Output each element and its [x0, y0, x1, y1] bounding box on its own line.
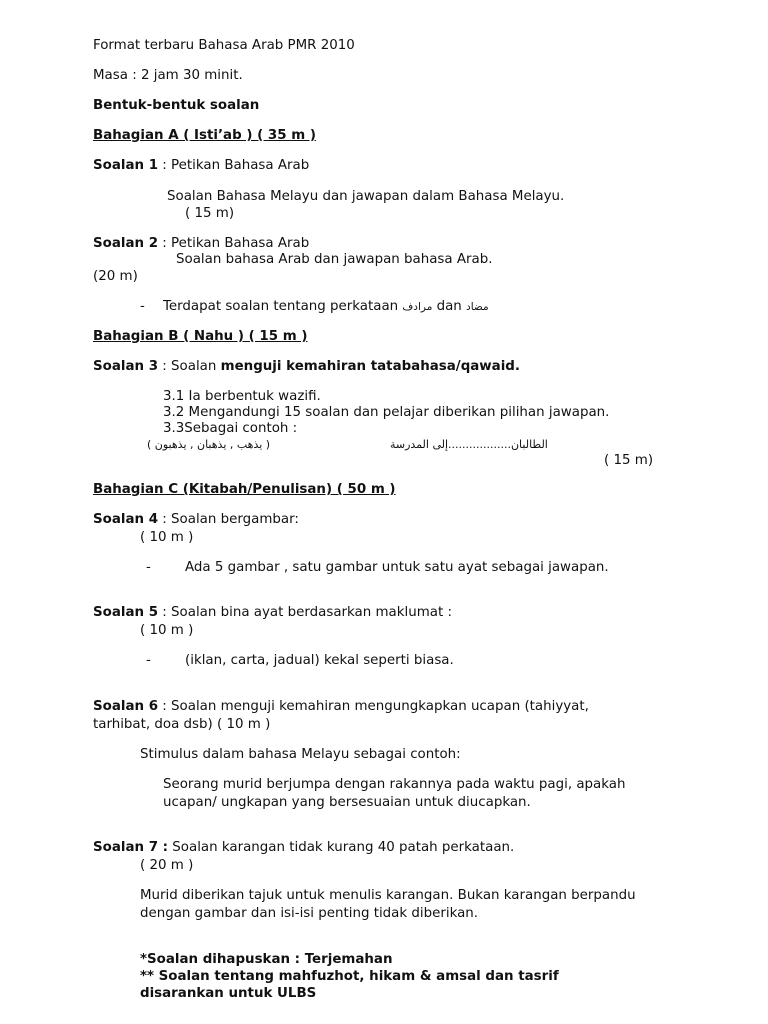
- question-7-description: dengan gambar dan isi-isi penting tidak diberikan.: [140, 906, 479, 921]
- question-2-note-dash: -: [140, 299, 145, 314]
- section-b-heading: Bahagian B ( Nahu ) ( 15 m ): [93, 329, 308, 344]
- question-3-text: : Soalan: [158, 359, 221, 374]
- question-4-line: [93, 511, 299, 528]
- question-3-bold: menguji kemahiran tatabahasa/qawaid.: [220, 359, 520, 374]
- note-removed: *Soalan dihapuskan : Terjemahan: [140, 952, 393, 967]
- question-1-line: [93, 157, 309, 174]
- question-3-item: 3.3Sebagai contoh :: [163, 421, 298, 436]
- question-5-line: [93, 604, 452, 621]
- duration-text: Masa : 2 jam 30 minit.: [93, 68, 243, 83]
- question-7-marks: ( 20 m ): [140, 858, 194, 873]
- arabic-example-sentence: الطالبان..................إلى المدرسة: [390, 438, 548, 451]
- question-2-text: : Petikan Bahasa Arab: [158, 236, 310, 251]
- question-2-note: [163, 298, 489, 316]
- question-5-bullet: (iklan, carta, jadual) kekal seperti biasa.: [185, 653, 454, 668]
- question-6-example: ucapan/ ungkapan yang bersesuaian untuk diucapkan.: [163, 795, 531, 810]
- question-4-label: Soalan 4: [93, 512, 159, 527]
- note-mid: dan: [432, 299, 467, 314]
- page-title: Format terbaru Bahasa Arab PMR 2010: [93, 38, 355, 53]
- note-suggestion-cont: disarankan untuk ULBS: [140, 986, 317, 1001]
- question-1-detail: Soalan Bahasa Melayu dan jawapan dalam Bahasa Melayu.: [167, 189, 565, 204]
- question-3-marks: ( 15 m): [604, 453, 654, 468]
- question-6-label: Soalan 6: [93, 699, 159, 714]
- question-5-marks: ( 10 m ): [140, 623, 194, 638]
- question-7-text: Soalan karangan tidak kurang 40 patah perkataan.: [168, 840, 515, 855]
- question-4-dash: -: [146, 560, 151, 575]
- question-1-marks: ( 15 m): [185, 206, 235, 221]
- question-2-line: [93, 235, 309, 252]
- section-intro-heading: Bentuk-bentuk soalan: [93, 98, 260, 113]
- question-6-example: Seorang murid berjumpa dengan rakannya pada waktu pagi, apakah: [163, 777, 626, 792]
- question-6-line: [93, 698, 589, 715]
- question-4-text: : Soalan bergambar:: [158, 512, 299, 527]
- question-7-label: Soalan 7 :: [93, 840, 169, 855]
- question-6-text: : Soalan menguji kemahiran mengungkapkan ucapan (tahiyyat,: [158, 699, 589, 714]
- question-5-dash: -: [146, 653, 151, 668]
- question-3-item: 3.1 Ia berbentuk wazifi.: [163, 389, 321, 404]
- arabic-synonym: مرادف: [402, 301, 433, 313]
- question-2-label: Soalan 2: [93, 236, 159, 251]
- question-5-label: Soalan 5: [93, 605, 159, 620]
- question-1-text: : Petikan Bahasa Arab: [158, 158, 310, 173]
- question-5-text: : Soalan bina ayat berdasarkan maklumat :: [158, 605, 452, 620]
- question-1-label: Soalan 1: [93, 158, 159, 173]
- question-4-bullet: Ada 5 gambar , satu gambar untuk satu ayat sebagai jawapan.: [185, 560, 609, 575]
- question-3-line: [93, 358, 520, 375]
- question-7-description: Murid diberikan tajuk untuk menulis karangan. Bukan karangan berpandu: [140, 888, 636, 903]
- note-suggestion: ** Soalan tentang mahfuzhot, hikam & amsal dan tasrif: [140, 969, 559, 984]
- question-4-marks: ( 10 m ): [140, 530, 194, 545]
- arabic-antonym: مضاد: [466, 301, 489, 313]
- section-c-heading: Bahagian C (Kitabah/Penulisan) ( 50 m ): [93, 482, 396, 497]
- question-3-label: Soalan 3: [93, 359, 159, 374]
- question-2-marks: (20 m): [93, 269, 138, 284]
- question-6-line2: tarhibat, doa dsb) ( 10 m ): [93, 717, 271, 732]
- question-6-stimulus: Stimulus dalam bahasa Melayu sebagai contoh:: [140, 747, 461, 762]
- question-2-detail: Soalan bahasa Arab dan jawapan bahasa Arab.: [176, 252, 493, 267]
- arabic-choices: ( يذهب , يذهبان , يذهبون ): [147, 438, 271, 451]
- question-7-line: [93, 839, 514, 856]
- section-a-heading: Bahagian A ( Isti’ab ) ( 35 m ): [93, 128, 316, 143]
- question-3-item: 3.2 Mengandungi 15 soalan dan pelajar diberikan pilihan jawapan.: [163, 405, 610, 420]
- note-text: Terdapat soalan tentang perkataan: [163, 299, 403, 314]
